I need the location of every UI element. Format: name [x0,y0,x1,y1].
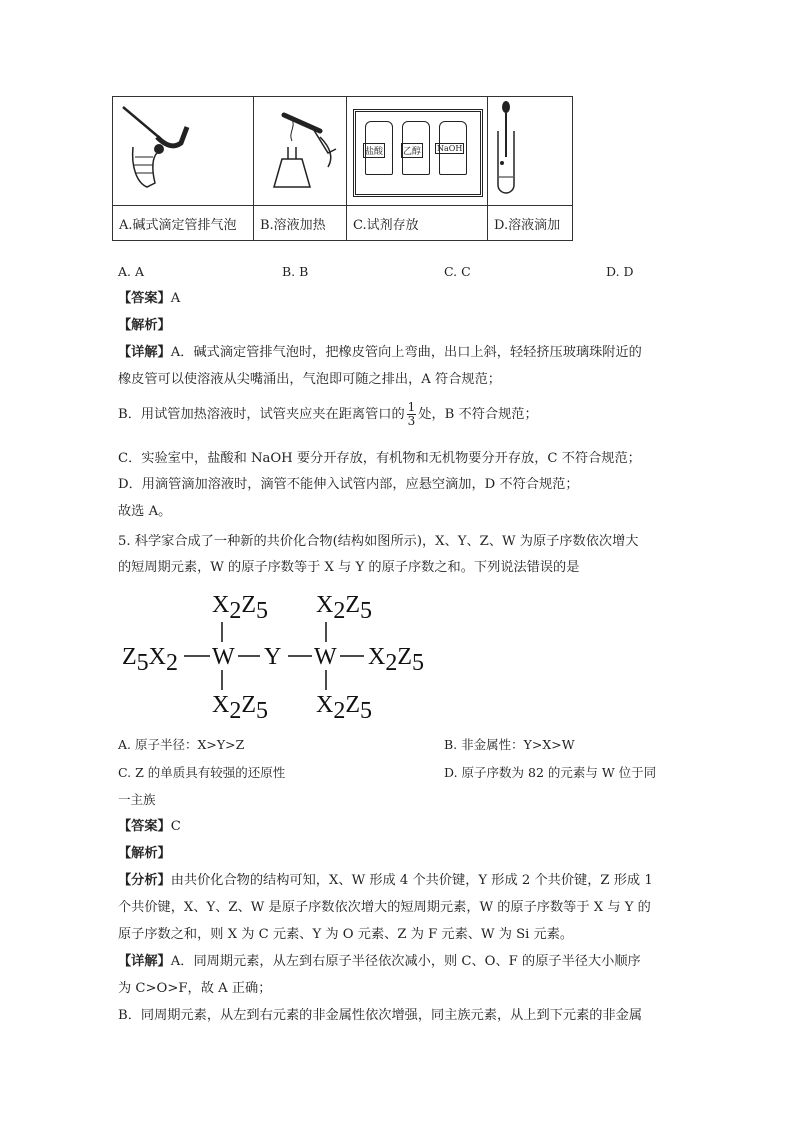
q4-conclusion: 故选 A。 [118,504,172,519]
q5-fenxi-line-1: 【分析】由共价化合物的结构可知，X、W 形成 4 个共价键，Y 形成 2 个共价键，Z 形成 1 [118,873,653,888]
compound-structure-diagram [118,588,438,728]
q4-analysis-label: 【解析】 [118,318,171,333]
q5-analysis-label: 【解析】 [118,846,171,861]
atom-w-left: W [212,644,235,670]
svg-text:X2Z5: X2Z5 [368,644,425,676]
q5-stem-line-2: 的短周期元素，W 的原子序数等于 X 与 Y 的原子序数之和。下列说法错误的是 [118,560,580,575]
bottle-label-hcl: 盐酸 [363,143,385,158]
q5-option-d-cont: 一主族 [118,792,156,807]
svg-text:X2Z5: X2Z5 [212,592,269,624]
fraction-one-third: $\frac{1}{3}$ [407,400,416,428]
q5-option-c: C. Z 的单质具有较强的还原性 [118,765,286,780]
figure-cell-d [488,97,573,206]
caption-a: A.碱式滴定管排气泡 [113,206,254,241]
bottle-label-ethanol: 乙醇 [401,143,423,158]
q5-fenxi-line-2: 个共价键，X、Y、Z、W 是原子序数依次增大的短周期元素，W 的原子序数等于 X 与 Y 的 [118,900,651,915]
q4-option-b: B. B [282,264,309,279]
q5-answer: C [170,819,181,834]
q4-detail-line-1: 【详解】A．碱式滴定管排气泡时，把橡皮管向上弯曲，出口上斜，轻轻挤压玻璃珠附近的 [118,345,642,360]
q4-option-a: A. A [118,264,145,279]
figure-cell-b [254,97,347,206]
q4-answer-line: 【答案】A [118,291,181,306]
q4-detail-line-2: 橡皮管可以使溶液从尖嘴涌出，气泡即可随之排出，A 符合规范； [118,372,501,387]
q5-option-d: D. 原子序数为 82 的元素与 W 位于同 [444,765,657,780]
q4-option-c: C. C [444,264,471,279]
q4-detail-line-5: D．用滴管滴加溶液时，滴管不能伸入试管内部，应悬空滴加，D 不符合规范； [118,477,579,492]
q5-fenxi-line-3: 原子序数之和，则 X 为 C 元素、Y 为 O 元素、Z 为 F 元素、W 为 Si 元素。 [118,927,574,942]
svg-text:X2Z5: X2Z5 [212,692,269,724]
atom-w-right: W [314,644,337,670]
q4-detail-line-3: B．用试管加热溶液时，试管夹应夹在距离管口的 $\frac{1}{3}$ 处，B 不符合规范； [118,400,538,428]
q4-option-d: D. D [606,264,634,279]
bottle-label-naoh: NaOH [437,144,463,153]
svg-text:X2Z5: X2Z5 [316,592,373,624]
figure-cell-a [113,97,254,206]
apparatus-figure-table [112,96,573,241]
svg-text:X2Z5: X2Z5 [316,692,373,724]
atom-y: Y [264,644,282,670]
q5-stem-line-1: 5. 科学家合成了一种新的共价化合物(结构如图所示)，X、Y、Z、W 为原子序数依次增大 [118,534,639,549]
q4-detail-line-4: C．实验室中，盐酸和 NaOH 要分开存放，有机物和无机物要分开存放，C 不符合规范； [118,451,641,466]
svg-text:Z5X2: Z5X2 [122,644,179,676]
q5-answer-line: 【答案】C [118,819,181,834]
caption-c: C.试剂存放 [347,206,488,241]
heating-tube-illustration [254,97,346,201]
figure-cell-c [347,97,488,206]
q5-option-a: A. 原子半径：X>Y>Z [118,737,245,752]
q4-answer: A [170,291,181,306]
reagent-shelf-illustration [347,99,487,203]
caption-d: D.溶液滴加 [488,206,573,241]
q5-option-b: B. 非金属性：Y>X>W [444,737,575,752]
burette-bubble-illustration [113,97,253,201]
caption-b: B.溶液加热 [254,206,347,241]
q5-detail-line-2: 为 C>O>F，故 A 正确； [118,981,272,996]
q5-detail-line-3: B．同周期元素，从左到右元素的非金属性依次增强，同主族元素，从上到下元素的非金属 [118,1008,642,1023]
q5-detail-line-1: 【详解】A．同周期元素，从左到右原子半径依次减小，则 C、O、F 的原子半径大小顺序 [118,954,641,969]
dropper-illustration [488,97,572,201]
